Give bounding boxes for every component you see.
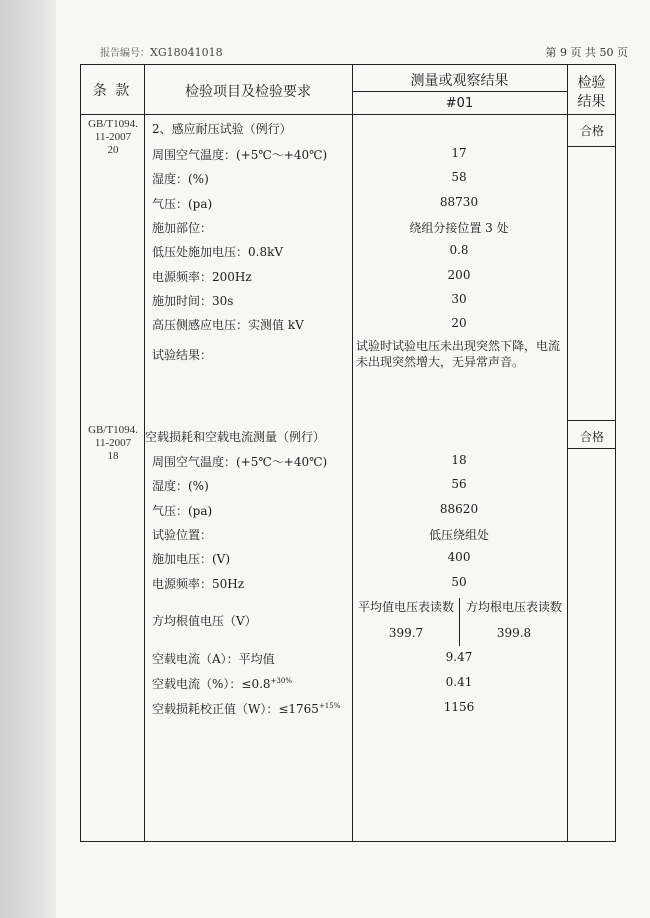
avg-voltmeter-header: 平均值电压表读数 bbox=[357, 600, 454, 614]
item-value: 1156 bbox=[443, 700, 475, 714]
report-number bbox=[100, 44, 223, 59]
item-label-text: 空载电流（%）：≤0.8 bbox=[152, 677, 271, 691]
page-info: 第 9 页 共 50 页 bbox=[545, 46, 628, 59]
verdict-divider bbox=[567, 420, 616, 421]
clause-year: 11-2007 bbox=[94, 437, 132, 449]
header-subdivider bbox=[352, 91, 567, 92]
verdict-header-line1: 检验 bbox=[577, 75, 606, 91]
item-label: 气压：(pa) bbox=[152, 504, 213, 518]
item-label: 高压侧感应电压：实测值 kV bbox=[152, 318, 304, 332]
results-header: 测量或观察结果 bbox=[410, 73, 509, 89]
avg-voltmeter-value: 399.7 bbox=[388, 626, 424, 640]
item-label: 电源频率：50Hz bbox=[152, 577, 245, 591]
item-label: 施加时间：30s bbox=[152, 294, 234, 308]
item-value: 20 bbox=[451, 316, 467, 330]
report-number-label: 报告编号： bbox=[100, 48, 150, 59]
result-text: 试验时试验电压未出现突然下降，电流未出现突然增大，无异常声音。 bbox=[356, 339, 561, 369]
item-label: 周围空气温度：(+5℃～+40℃) bbox=[152, 455, 328, 469]
item-value: 30 bbox=[451, 292, 467, 306]
tolerance-sup: +15% bbox=[318, 702, 341, 710]
item-value: 17 bbox=[451, 146, 467, 160]
header-bottom-line bbox=[80, 114, 616, 115]
item-value: 400 bbox=[447, 550, 471, 564]
clause-number: 20 bbox=[107, 144, 119, 156]
item-value: 低压绕组处 bbox=[428, 528, 489, 542]
section-title: 空载损耗和空载电流测量（例行） bbox=[145, 430, 326, 444]
item-label: 气压：(pa) bbox=[152, 197, 213, 211]
item-label: 施加部位： bbox=[152, 221, 213, 235]
item-value: 50 bbox=[451, 575, 467, 589]
item-value: 200 bbox=[447, 268, 471, 282]
item-value: 88730 bbox=[439, 195, 479, 209]
item-value: 18 bbox=[451, 453, 467, 467]
item-value: 0.8 bbox=[449, 243, 469, 257]
item-value: 9.47 bbox=[445, 650, 473, 664]
clause-standard: GB/T1094. bbox=[88, 424, 138, 436]
item-label bbox=[152, 675, 292, 692]
verdict-pass: 合格 bbox=[579, 430, 604, 444]
clause-reference bbox=[82, 424, 144, 463]
result-label: 试验结果： bbox=[152, 348, 213, 362]
item-value: 0.41 bbox=[445, 675, 473, 689]
item-label: 空载电流（A）：平均值 bbox=[152, 652, 275, 666]
clause-reference bbox=[82, 118, 144, 157]
report-number-value: XG18041018 bbox=[150, 46, 223, 59]
column-divider bbox=[144, 64, 145, 842]
item-label: 施加电压：(V) bbox=[152, 552, 231, 566]
verdict-header-line2: 结果 bbox=[577, 94, 606, 110]
clause-number: 18 bbox=[107, 450, 119, 462]
tolerance-sup: +30% bbox=[270, 677, 292, 685]
item-label: 湿度：(%) bbox=[152, 172, 209, 186]
item-value: 绕组分接位置 3 处 bbox=[409, 221, 509, 235]
item-label bbox=[152, 700, 340, 717]
item-label: 周围空气温度：(+5℃～+40℃) bbox=[152, 148, 328, 162]
item-label-text: 空载损耗校正值（W）：≤1765 bbox=[152, 702, 319, 716]
column-divider bbox=[567, 64, 568, 842]
item-label: 电源频率：200Hz bbox=[152, 270, 252, 284]
items-header: 检验项目及检验要求 bbox=[185, 84, 311, 100]
clause-year: 11-2007 bbox=[94, 131, 132, 143]
binding-edge bbox=[0, 0, 62, 918]
clause-header: 条 款 bbox=[92, 83, 132, 99]
item-label: 试验位置： bbox=[152, 528, 213, 542]
verdict-divider bbox=[567, 146, 616, 147]
rms-voltmeter-header: 方均根电压表读数 bbox=[465, 600, 562, 614]
rms-voltmeter-value: 399.8 bbox=[496, 626, 532, 640]
section-title: 2、感应耐压试验（例行） bbox=[152, 122, 292, 136]
verdict-pass: 合格 bbox=[579, 124, 604, 138]
sample-id: #01 bbox=[445, 96, 474, 111]
item-value: 88620 bbox=[439, 502, 479, 516]
clause-standard: GB/T1094. bbox=[88, 118, 138, 130]
rms-label: 方均根值电压（V） bbox=[152, 614, 257, 628]
item-value: 58 bbox=[451, 170, 467, 184]
item-value: 56 bbox=[451, 477, 467, 491]
item-label: 低压处施加电压：0.8kV bbox=[152, 245, 284, 259]
item-label: 湿度：(%) bbox=[152, 479, 209, 493]
verdict-divider bbox=[567, 448, 616, 449]
